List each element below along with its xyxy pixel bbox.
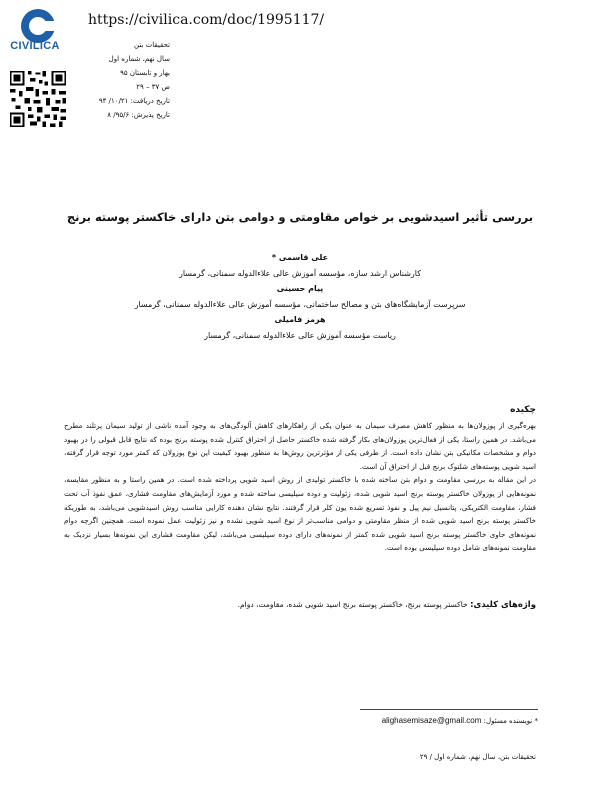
author-name: علی قاسمی * <box>271 253 329 262</box>
footnote-divider <box>360 709 538 710</box>
author-affiliation: ریاست مؤسسه آموزش عالی علاءالدوله سمنانی، گرمسار <box>204 330 396 340</box>
keywords <box>64 600 536 610</box>
qr-code[interactable] <box>8 66 68 132</box>
journal-pages: ص ۳۷ – ۲۹ <box>136 83 170 91</box>
civilica-logo <box>6 6 66 62</box>
paper-title: بررسی تأثیر اسیدشویی بر خواص مقاومتی و دوامی بتن دارای خاکستر پوسته برنج <box>66 210 534 224</box>
footnote-label: * نویسنده مسئول: <box>483 717 538 725</box>
corresponding-email[interactable]: alighasemisaze@gmail.com <box>381 716 482 725</box>
journal-season: بهار و تابستان ۹۵ <box>120 69 170 77</box>
keywords-list: خاکستر پوسته برنج، خاکستر پوسته برنج اسید شویی شده، مقاومت، دوام. <box>237 600 468 609</box>
journal-info <box>70 38 170 122</box>
abstract-heading: چکیده <box>510 405 536 415</box>
logo-text: CIVILICA <box>10 40 60 52</box>
accepted-date: تاریخ پذیرش: ۹۵/۶/ ۸ <box>107 111 170 119</box>
author-name: هرمز فامیلی <box>274 315 326 324</box>
author-list <box>60 250 540 343</box>
author-affiliation: سرپرست آزمایشگاه‌های بتن و مصالح ساختمانی، مؤسسه آموزش عالی علاءالدوله سمنانی، گرمسار <box>134 299 466 309</box>
journal-name: تحقیقات بتن <box>134 41 170 49</box>
author-affiliation: کارشناس ارشد سازه، مؤسسه آموزش عالی علاءالدوله سمنانی، گرمسار <box>178 268 422 278</box>
page-footer: تحقیقات بتن، سال نهم، شماره اول / ۲۹ <box>419 753 536 761</box>
journal-volume: سال نهم، شماره اول <box>108 55 170 63</box>
abstract-body <box>64 419 536 555</box>
received-date: تاریخ دریافت: ۱۰/۲۱/ ۹۴ <box>98 97 170 105</box>
abstract-paragraph: بهره‌گیری از پوزولان‌ها به منظور کاهش مصرف سیمان به عنوان یکی از راهکارهای کاهش آلودگی‌های به وجود آمده ناشی از تولید سیمان پرتلند مطرح می‌باشد. در همین راستا، یکی از فعال‌ترین پوزولان‌های بکار گرفته شده خاکستر حاصل از احتراق کنترل شده پوسته برنج بوده که نتایج قابل قبولی را در بهبود دوام و مشخصات مکانیکی بتن نشان داده است. از طرفی یکی از مؤثرترین روش‌ها به منظور بهبود کیفیت این نوع پوزولان که کمتر مورد توجه قرار گرفته، اسید شویی پوسته‌های شلتوک برنج قبل از احتراق آن است. <box>64 421 536 471</box>
document-url[interactable]: https://civilica.com/doc/1995117/ <box>88 12 325 28</box>
abstract-paragraph: در این مقاله به بررسی مقاومت و دوام بتن ساخته شده با خاکستر تولیدی از روش اسید شویی پرداخته شده است. در همین راستا و به منظور مقایسه، نمونه‌هایی از پوزولان خاکستر پوسته برنج اسید شویی شده، زئولیت و دوده سیلیسی ساخته شده و مورد آزمایش‌های مقاومت فشاری، عمق نفوذ آب تحت فشار، مقاومت الکتریکی، پتانسیل نیم پیل و نفوذ تسریع شده یون کلر قرار گرفتند. نتایج نشان دهنده کارایی مناسب روش اسیدشویی می‌باشد، به طوریکه خاکستر پوسته برنج اسید شویی شده از منظر مقاومتی و دوامی مناسب‌تر از نوع اسید شویی نشده و نیز زئولیت عمل نموده است. همچنین اگرچه دوام نمونه‌های حاوی خاکستر پوسته برنج اسید شویی شده کمتر از نمونه‌های دارای دوده سیلیسی می‌باشد، لیکن مقاومت فشاری این نمونه‌ها بسیار نزدیک به مقاومت نمونه‌های شامل دوده سیلیسی بوده است. <box>64 475 536 553</box>
footnote <box>360 716 538 725</box>
author-name: پیام حسینی <box>276 284 324 293</box>
keywords-label: واژه‌های کلیدی: <box>470 600 536 610</box>
